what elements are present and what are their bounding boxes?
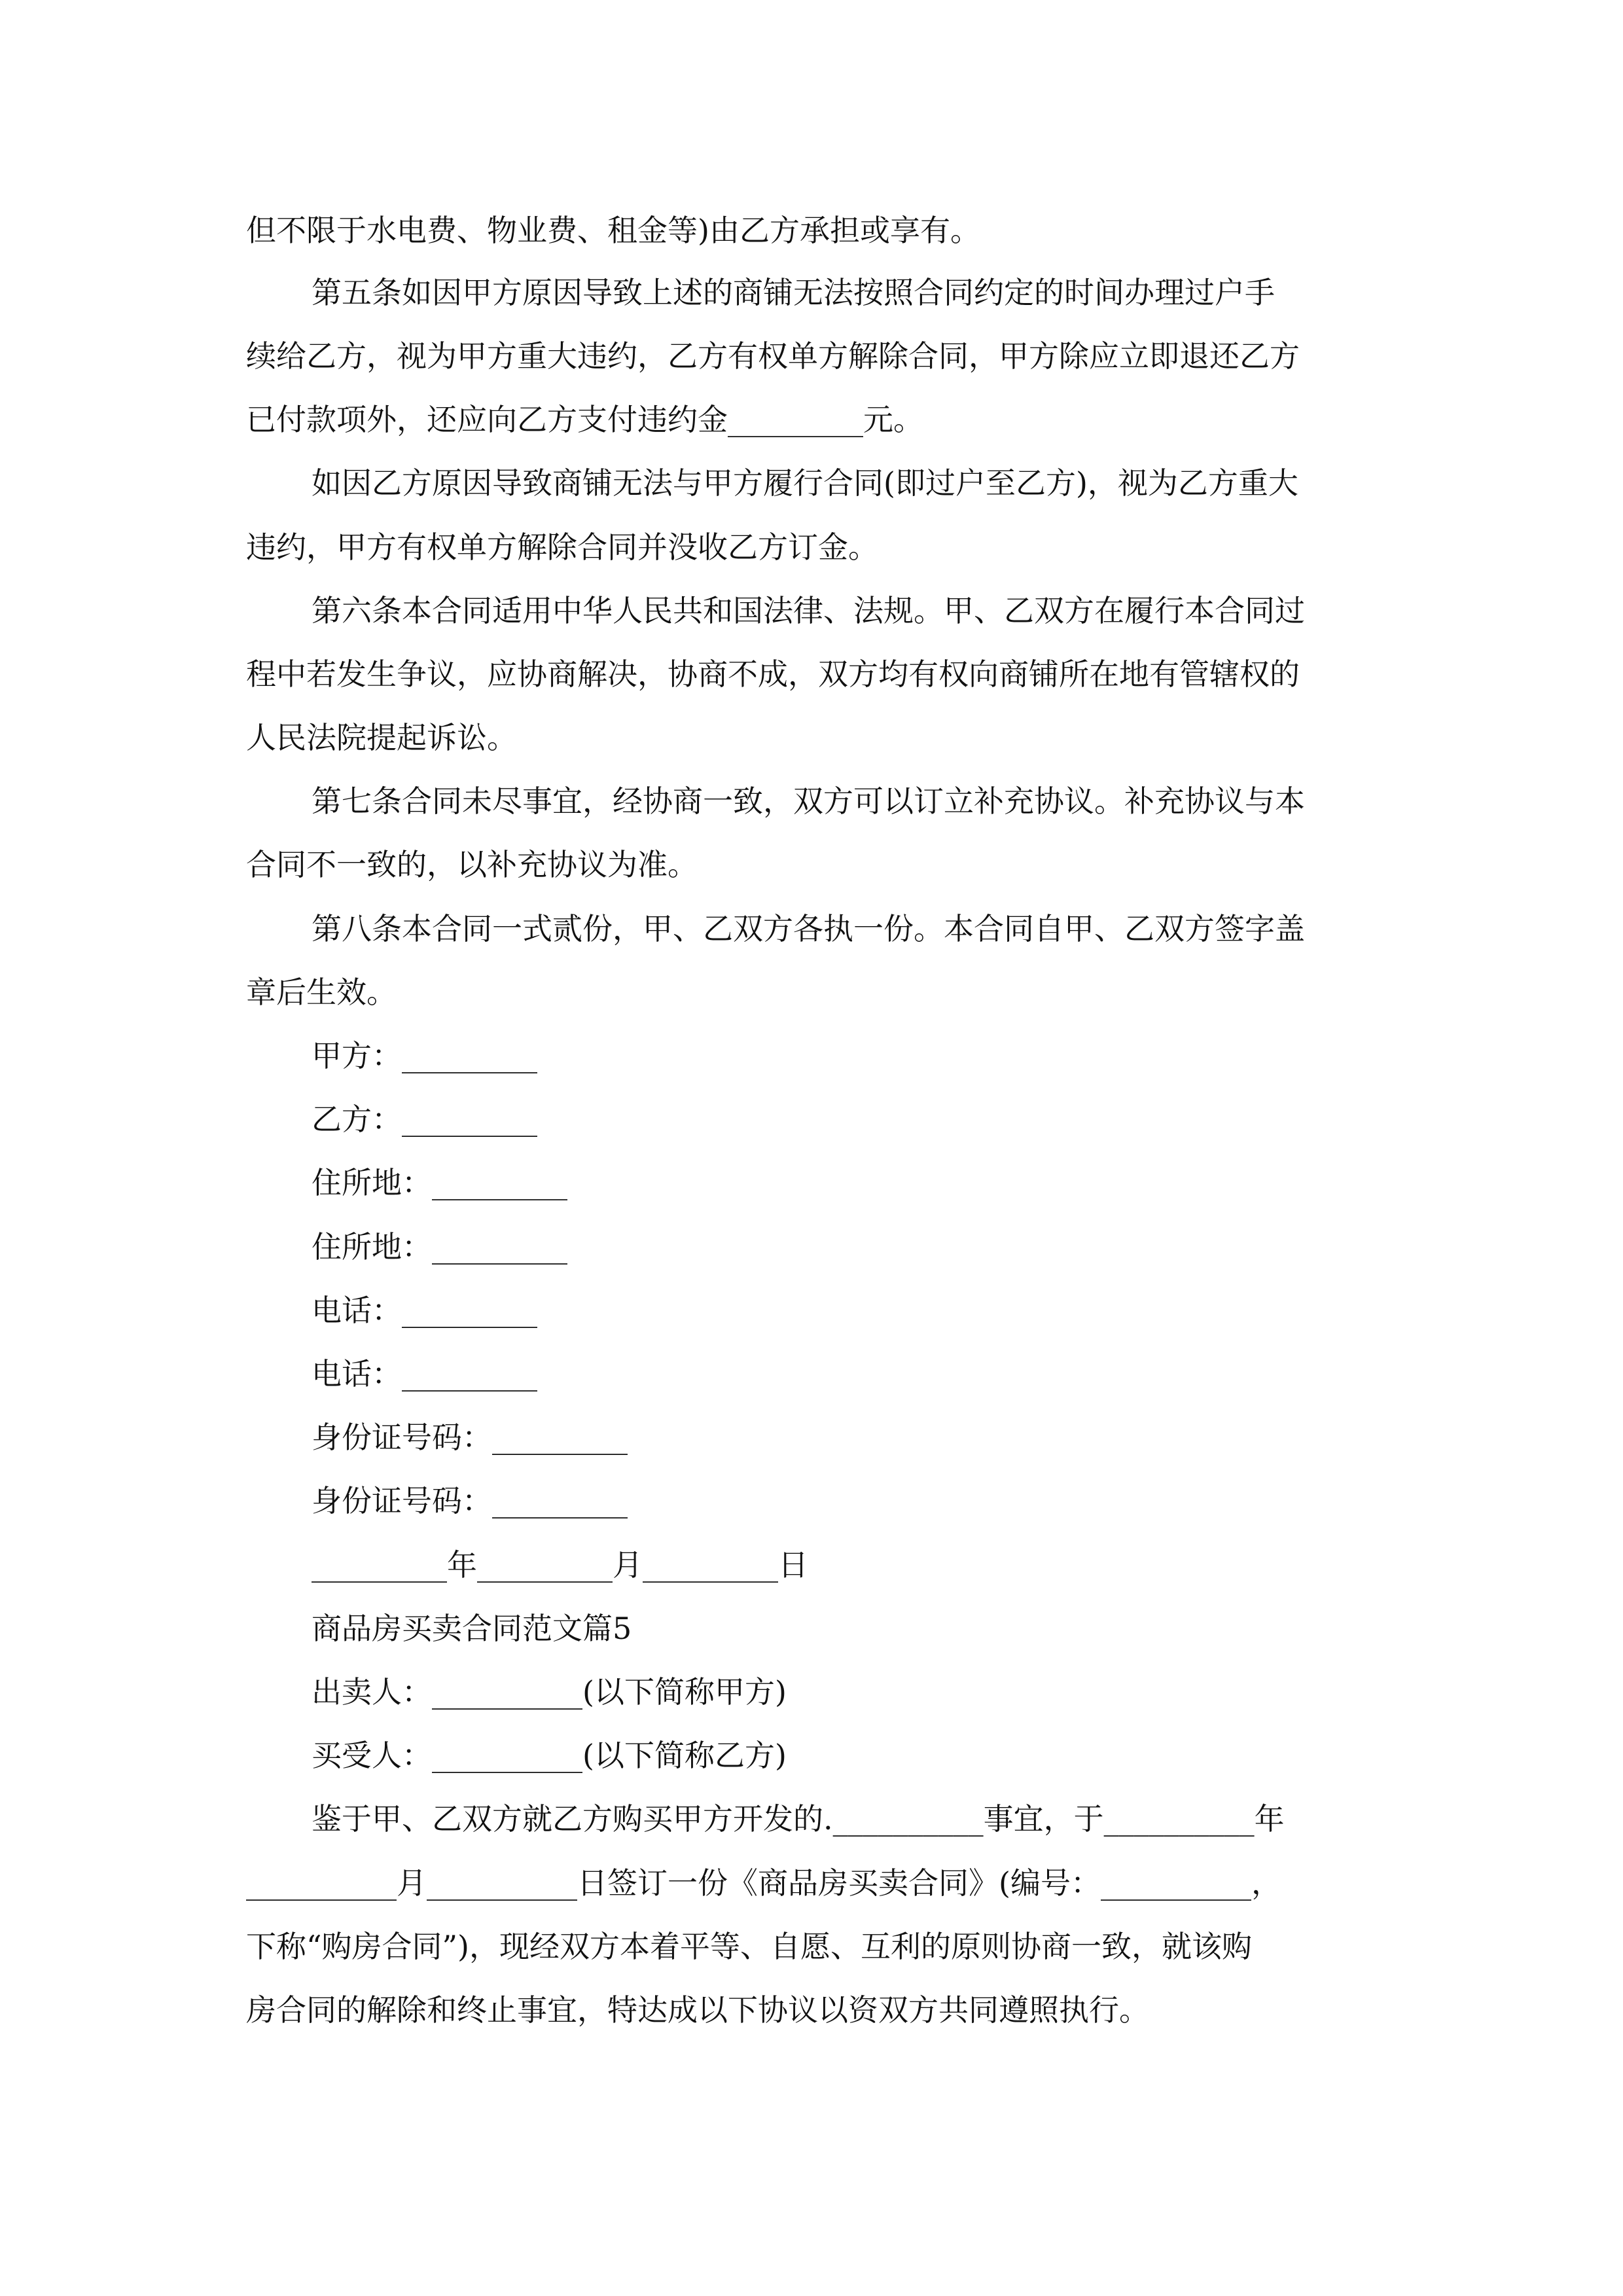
paragraph-line: 程中若发生争议，应协商解决，协商不成，双方均有权向商铺所在地有管辖权的 — [246, 656, 1300, 692]
paragraph-line: 违约，甲方有权单方解除合同并没收乙方订金。 — [246, 529, 878, 565]
paragraph-line: 鉴于甲、乙双方就乙方购买甲方开发的.__________事宜，于__________年 — [312, 1801, 1285, 1837]
paragraph-line: 合同不一致的，以补充协议为准。 — [246, 847, 698, 882]
paragraph-line: 但不限于水电费、物业费、租金等)由乙方承担或享有。 — [246, 213, 980, 248]
address-field: 住所地：_________ — [312, 1229, 567, 1265]
paragraph-line: 下称“购房合同”)，现经双方本着平等、自愿、互利的原则协商一致，就该购 — [246, 1929, 1252, 1964]
paragraph-line: 章后生效。 — [246, 975, 397, 1010]
paragraph-line: 已付款项外，还应向乙方支付违约金_________元。 — [246, 402, 923, 437]
id-number-field: 身份证号码：_________ — [312, 1483, 628, 1518]
paragraph-line: 人民法院提起诉讼。 — [246, 720, 517, 755]
phone-field: 电话：_________ — [312, 1293, 537, 1328]
paragraph-line: 第七条合同未尽事宜，经协商一致，双方可以订立补充协议。补充协议与本 — [312, 783, 1305, 819]
paragraph-line: 房合同的解除和终止事宜，特达成以下协议以资双方共同遵照执行。 — [246, 1992, 1149, 2028]
signature-field-party-b: 乙方：_________ — [312, 1102, 537, 1137]
section-heading: 商品房买卖合同范文篇5 — [312, 1611, 632, 1646]
date-field: _________年_________月_________日 — [312, 1547, 808, 1583]
id-number-field: 身份证号码：_________ — [312, 1420, 628, 1455]
signature-field-party-a: 甲方：_________ — [312, 1038, 537, 1073]
paragraph-line: 如因乙方原因导致商铺无法与甲方履行合同(即过户至乙方)，视为乙方重大 — [312, 465, 1298, 501]
address-field: 住所地：_________ — [312, 1165, 567, 1200]
paragraph-line: 第八条本合同一式贰份，甲、乙双方各执一份。本合同自甲、乙双方签字盖 — [312, 911, 1305, 946]
seller-field: 出卖人：__________(以下简称甲方) — [312, 1674, 787, 1710]
paragraph-line: __________月__________日签订一份《商品房买卖合同》(编号：__________， — [246, 1865, 1281, 1901]
paragraph-line: 第六条本合同适用中华人民共和国法律、法规。甲、乙双方在履行本合同过 — [312, 593, 1305, 628]
paragraph-line: 第五条如因甲方原因导致上述的商铺无法按照合同约定的时间办理过户手 — [312, 275, 1275, 310]
buyer-field: 买受人：__________(以下简称乙方) — [312, 1738, 787, 1773]
phone-field: 电话：_________ — [312, 1356, 537, 1391]
paragraph-line: 续给乙方，视为甲方重大违约，乙方有权单方解除合同，甲方除应立即退还乙方 — [246, 338, 1300, 374]
